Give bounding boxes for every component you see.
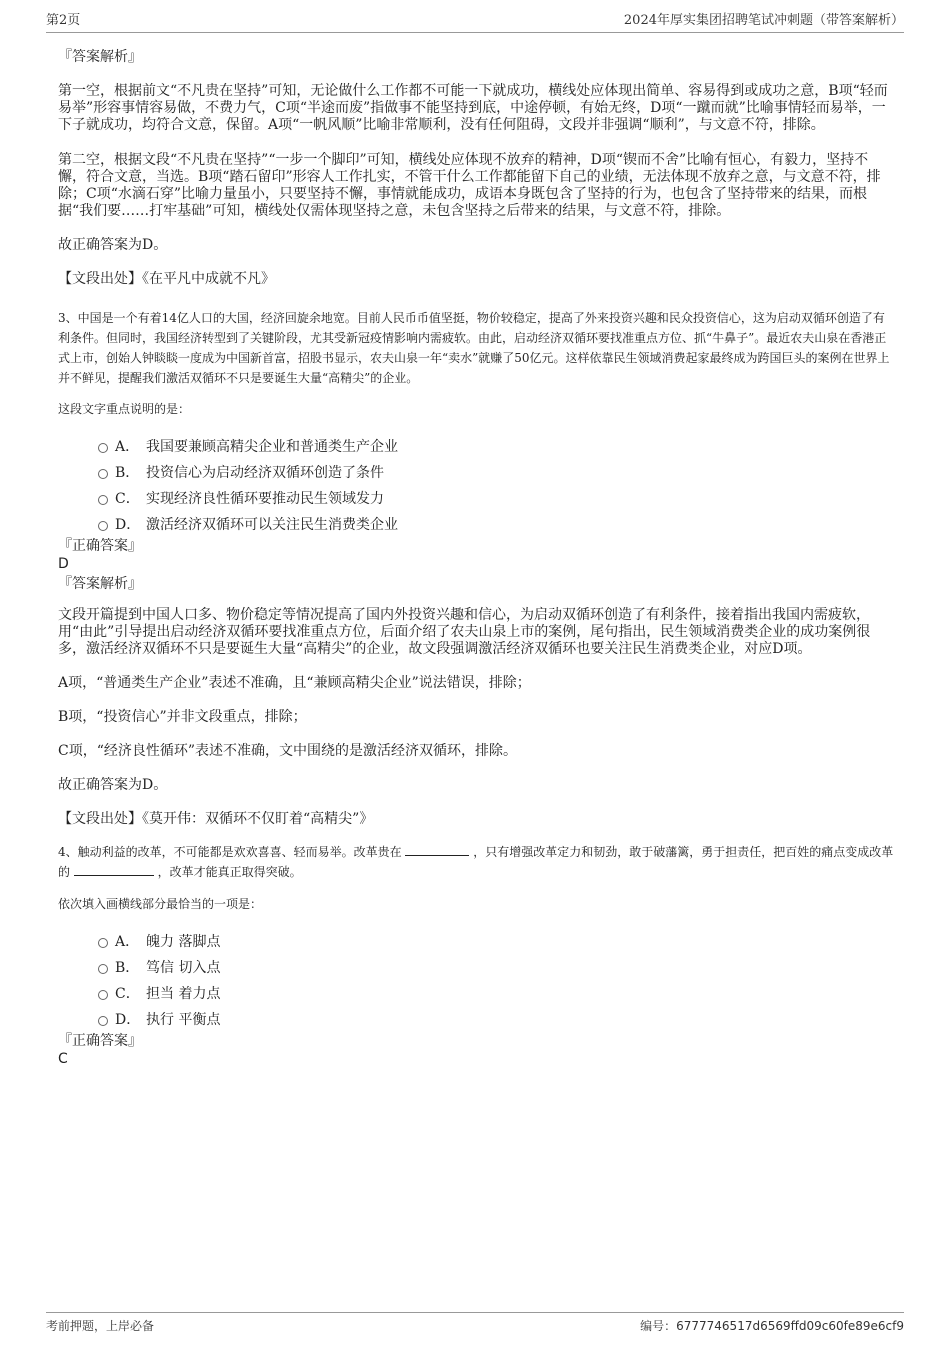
fill-blank-1[interactable] bbox=[405, 843, 469, 856]
fill-blank-2[interactable] bbox=[74, 863, 154, 876]
q3-option-d[interactable]: D． 激活经济双循环可以关注民生消费类企业 bbox=[58, 515, 896, 541]
q4-option-d[interactable]: D． 执行 平衡点 bbox=[58, 1010, 896, 1036]
q4-option-a[interactable]: A． 魄力 落脚点 bbox=[58, 932, 896, 958]
footer-slogan: 考前押题，上岸必备 bbox=[46, 1319, 155, 1333]
q2-analysis-para1: 第一空，根据前文“不凡贵在坚持”可知，无论做什么工作都不可能一下就成功，横线处应体现出简单、容易得到或成功之意，B项“轻而易举”形容事情容易做，不费力气，C项“半途而废”指做事不能坚持到底，中途停顿，有始无终，D项“一蹴而就”比喻事情轻而易举，一下子就成功，均符合文意，保留。A项“一帆风顺”比喻非常顺利，没有任何阻碍，文段并非强调“顺利”，与文意不符，排除。 bbox=[58, 83, 888, 133]
q3-question: 这段文字重点说明的是： bbox=[58, 402, 191, 416]
q4-answer: C bbox=[58, 1051, 68, 1067]
q3-option-a[interactable]: A． 我国要兼顾高精尖企业和普通类生产企业 bbox=[58, 437, 896, 463]
radio-icon[interactable] bbox=[98, 443, 108, 453]
document-title: 2024年厚实集团招聘笔试冲刺题（带答案解析） bbox=[623, 13, 904, 28]
q3-analysis-label: 『答案解析』 bbox=[58, 576, 142, 592]
q4-option-b[interactable]: B． 笃信 切入点 bbox=[58, 958, 896, 984]
page-content bbox=[58, 46, 896, 1068]
q3-option-b[interactable]: B． 投资信心为启动经济双循环创造了条件 bbox=[58, 463, 896, 489]
q4-answer-label: 『正确答案』 bbox=[58, 1033, 142, 1049]
radio-icon[interactable] bbox=[98, 990, 108, 1000]
q3-note-c: C项，“经济良性循环”表述不准确，文中围绕的是激活经济双循环，排除。 bbox=[58, 743, 518, 759]
q3-stem: 3、中国是一个有着14亿人口的大国，经济回旋余地宽。目前人民币币值坚挺，物价较稳定，提高了外来投资兴趣和民众投资信心，这为启动双循环创造了有利条件。但同时，我国经济转型到了关键阶段，尤其受新冠疫情影响内需疲软。由此，启动经济双循环要找准重点方位、抓“牛鼻子”。最近农夫山泉在香港正式上市，创始人钟睒睒一度成为中国新首富，招股书显示，农夫山泉一年“卖水”就赚了50亿元。这样依靠民生领域消费起家最终成为跨国巨头的案例在世界上并不鲜见，提醒我们激活双循环不只是要诞生大量“高精尖”的企业。 bbox=[58, 311, 890, 385]
footer-code: 编号：6777746517d6569ffd09c60fe89e6cf9 bbox=[640, 1319, 904, 1333]
q3-options bbox=[58, 437, 896, 541]
page-footer bbox=[46, 1312, 904, 1333]
q3-source: 【文段出处】《莫开伟：双循环不仅盯着“高精尖”》 bbox=[58, 811, 374, 827]
radio-icon[interactable] bbox=[98, 469, 108, 479]
q2-analysis-label: 『答案解析』 bbox=[58, 49, 142, 65]
radio-icon[interactable] bbox=[98, 521, 108, 531]
radio-icon[interactable] bbox=[98, 1016, 108, 1026]
q2-analysis-para2: 第二空，根据文段“不凡贵在坚持”“一步一个脚印”可知，横线处应体现不放弃的精神，D项“锲而不舍”比喻有恒心，有毅力，坚持不懈，符合文意，当选。B项“踏石留印”形容人工作扎实，不管干什么工作都能留下自己的业绩，无法体现不放弃之意，与文意不符，排除；C项“水滴石穿”比喻力量虽小，只要坚持不懈，事情就能成功，成语本身既包含了坚持的行为，也包含了坚持带来的结果，而根据“我们要……打牢基础”可知，横线处仅需体现坚持之意，未包含坚持之后带来的结果，与文意不符，排除。 bbox=[58, 152, 881, 219]
q3-conclusion: 故正确答案为D。 bbox=[58, 777, 168, 793]
q3-answer: D bbox=[58, 556, 69, 572]
q3-note-b: B项，“投资信心”并非文段重点，排除； bbox=[58, 709, 307, 725]
q3-note-a: A项，“普通类生产企业”表述不准确，且“兼顾高精尖企业”说法错误，排除； bbox=[58, 675, 531, 691]
radio-icon[interactable] bbox=[98, 964, 108, 974]
q2-conclusion: 故正确答案为D。 bbox=[58, 237, 168, 253]
q3-option-c[interactable]: C． 实现经济良性循环要推动民生领域发力 bbox=[58, 489, 896, 515]
q2-source: 【文段出处】《在平凡中成就不凡》 bbox=[58, 271, 275, 287]
radio-icon[interactable] bbox=[98, 938, 108, 948]
radio-icon[interactable] bbox=[98, 495, 108, 505]
q4-stem: 4、触动利益的改革，不可能都是欢欢喜喜、轻而易举。改革贵在 ，只有增强改革定力和韧劲，敢于破藩篱，勇于担责任，把百姓的痛点变成改革的 ，改革才能真正取得突破。 bbox=[58, 845, 894, 879]
page-number: 第2页 bbox=[46, 13, 81, 28]
q4-option-c[interactable]: C． 担当 着力点 bbox=[58, 984, 896, 1010]
page-header bbox=[46, 14, 904, 33]
q3-analysis: 文段开篇提到中国人口多、物价稳定等情况提高了国内外投资兴趣和信心，为启动双循环创造了有利条件，接着指出我国内需疲软，用“由此”引导提出启动经济双循环要找准重点方位，后面介绍了农夫山泉上市的案例，尾句指出，民生领域消费类企业的成功案例很多，激活经济双循环不只是要诞生大量“高精尖”的企业，故文段强调激活经济双循环也要关注民生消费类企业，对应D项。 bbox=[58, 607, 871, 657]
q4-options bbox=[58, 932, 896, 1036]
q3-answer-label: 『正确答案』 bbox=[58, 538, 142, 554]
q4-question: 依次填入画横线部分最恰当的一项是： bbox=[58, 897, 263, 911]
